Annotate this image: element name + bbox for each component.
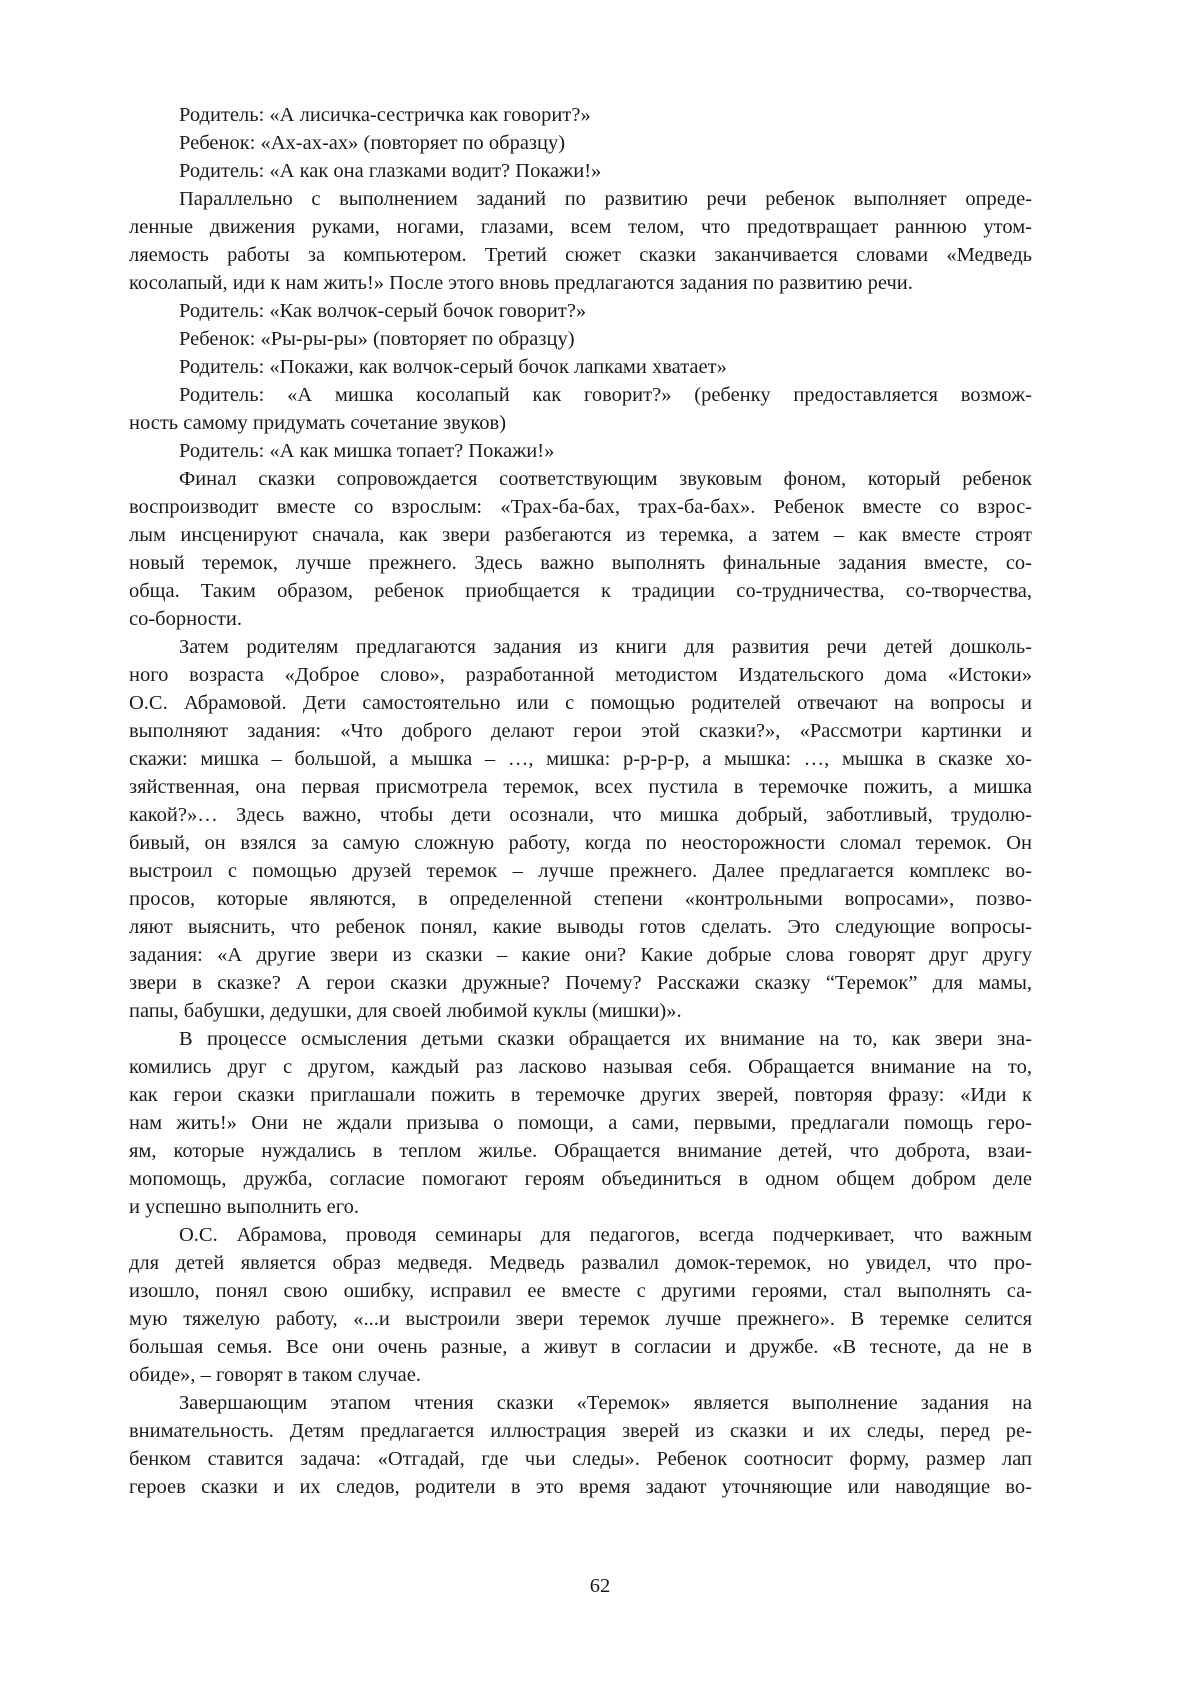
text-line: Родитель: «А как мишка топает? Покажи!» xyxy=(179,440,555,462)
text-line: какой?»… Здесь важно, чтобы дети осознали, что мишка добрый, заботливый, трудолю- xyxy=(129,804,1032,826)
text-line: со-борности. xyxy=(129,608,242,630)
text-line: Завершающим этапом чтения сказки «Теремок» является выполнение задания на xyxy=(179,1392,1032,1414)
text-line: ляемость работы за компьютером. Третий сюжет сказки заканчивается словами «Медведь xyxy=(129,244,1032,266)
text-line: выстроил с помощью друзей теремок – лучше прежнего. Далее предлагается комплекс во- xyxy=(129,860,1032,882)
text-line: просов, которые являются, в определенной степени «контрольными вопросами», позво- xyxy=(129,888,1032,910)
text-line: изошло, понял свою ошибку, исправил ее вместе с другими героями, стал выполнять са- xyxy=(129,1280,1032,1302)
text-line: ям, которые нуждались в теплом жилье. Обращается внимание детей, что доброта, взаи- xyxy=(129,1140,1032,1162)
text-line: О.С. Абрамовой. Дети самостоятельно или с помощью родителей отвечают на вопросы и xyxy=(129,692,1032,714)
text-line: комились друг с другом, каждый раз ласково называя себя. Обращается внимание на то, xyxy=(129,1056,1032,1078)
text-line: ляют выяснить, что ребенок понял, какие выводы готов сделать. Это следующие вопросы- xyxy=(129,916,1032,938)
text-line: лым инсценируют сначала, как звери разбегаются из теремка, а затем – как вместе строят xyxy=(129,524,1032,546)
text-line: новый теремок, лучше прежнего. Здесь важно выполнять финальные задания вместе, со- xyxy=(129,552,1032,574)
text-line: героев сказки и их следов, родители в это время задают уточняющие или наводящие во- xyxy=(129,1476,1032,1498)
text-line: Ребенок: «Ры-ры-ры» (повторяет по образцу) xyxy=(179,328,575,350)
text-line: Родитель: «А лисичка-сестричка как говорит?» xyxy=(179,104,591,126)
text-line: косолапый, иди к нам жить!» После этого вновь предлагаются задания по развитию речи. xyxy=(129,272,913,294)
text-line: выполняют задания: «Что доброго делают герои этой сказки?», «Рассмотри картинки и xyxy=(129,720,1032,742)
text-line: обща. Таким образом, ребенок приобщается к традиции со-трудничества, со-творчества, xyxy=(129,580,1032,602)
text-block xyxy=(129,101,1032,1501)
text-line: Параллельно с выполнением заданий по развитию речи ребенок выполняет опреде- xyxy=(179,188,1032,210)
text-line: бивый, он взялся за самую сложную работу, когда по неосторожности сломал теремок. Он xyxy=(129,832,1032,854)
text-line: зяйственная, она первая присмотрела теремок, всех пустила в теремочке пожить, а мишка xyxy=(129,776,1032,798)
text-line: Родитель: «А мишка косолапый как говорит?» (ребенку предоставляется возмож- xyxy=(179,384,1032,406)
text-line: О.С. Абрамова, проводя семинары для педагогов, всегда подчеркивает, что важным xyxy=(179,1224,1032,1246)
text-line: для детей является образ медведя. Медведь развалил домок-теремок, но увидел, что про- xyxy=(129,1252,1032,1274)
text-line: В процессе осмысления детьми сказки обращается их внимание на то, как звери зна- xyxy=(179,1028,1032,1050)
text-line: ного возраста «Доброе слово», разработанной методистом Издательского дома «Истоки» xyxy=(129,664,1032,686)
text-line: обиде», – говорят в таком случае. xyxy=(129,1364,421,1386)
text-line: мую тяжелую работу, «...и выстроили звери теремок лучше прежнего». В теремке селится xyxy=(129,1308,1032,1330)
text-line: скажи: мишка – большой, а мышка – …, мишка: р-р-р-р, а мышка: …, мышка в сказке хо- xyxy=(129,748,1032,770)
text-line: задания: «А другие звери из сказки – какие они? Какие добрые слова говорят друг другу xyxy=(129,944,1032,966)
text-line: Ребенок: «Ах-ах-ах» (повторяет по образцу) xyxy=(179,132,566,154)
text-line: внимательность. Детям предлагается иллюстрация зверей из сказки и их следы, перед ре- xyxy=(129,1420,1032,1442)
text-line: Затем родителям предлагаются задания из книги для развития речи детей дошколь- xyxy=(179,636,1032,658)
text-line: Родитель: «А как она глазками водит? Покажи!» xyxy=(179,160,602,182)
text-line: Родитель: «Покажи, как волчок-серый бочок лапками хватает» xyxy=(179,356,727,378)
text-line: мопомощь, дружба, согласие помогают героям объединиться в одном общем добром деле xyxy=(129,1168,1032,1190)
text-line: как герои сказки приглашали пожить в теремочке других зверей, повторяя фразу: «Иди к xyxy=(129,1084,1032,1106)
text-line: и успешно выполнить его. xyxy=(129,1196,360,1218)
text-line: воспроизводит вместе со взрослым: «Трах-ба-бах, трах-ба-бах». Ребенок вместе со взрос- xyxy=(129,496,1032,518)
text-line: нам жить!» Они не ждали призыва о помощи, а сами, первыми, предлагали помощь геро- xyxy=(129,1112,1032,1134)
text-line: Родитель: «Как волчок-серый бочок говорит?» xyxy=(179,300,587,322)
text-line: ность самому придумать сочетание звуков) xyxy=(129,412,507,434)
text-line: папы, бабушки, дедушки, для своей любимой куклы (мишки)». xyxy=(129,1000,682,1022)
text-line: большая семья. Все они очень разные, а живут в согласии и дружбе. «В тесноте, да не в xyxy=(129,1336,1032,1358)
text-line: бенком ставится задача: «Отгадай, где чьи следы». Ребенок соотносит форму, размер лап xyxy=(129,1448,1032,1470)
text-line: ленные движения руками, ногами, глазами, всем телом, что предотвращает раннюю утом- xyxy=(129,216,1032,238)
text-line: звери в сказке? А герои сказки дружные? Почему? Расскажи сказку “Теремок” для мамы, xyxy=(129,972,1032,994)
page-number: 62 xyxy=(589,1575,611,1597)
text-line: Финал сказки сопровождается соответствующим звуковым фоном, который ребенок xyxy=(179,468,1032,490)
